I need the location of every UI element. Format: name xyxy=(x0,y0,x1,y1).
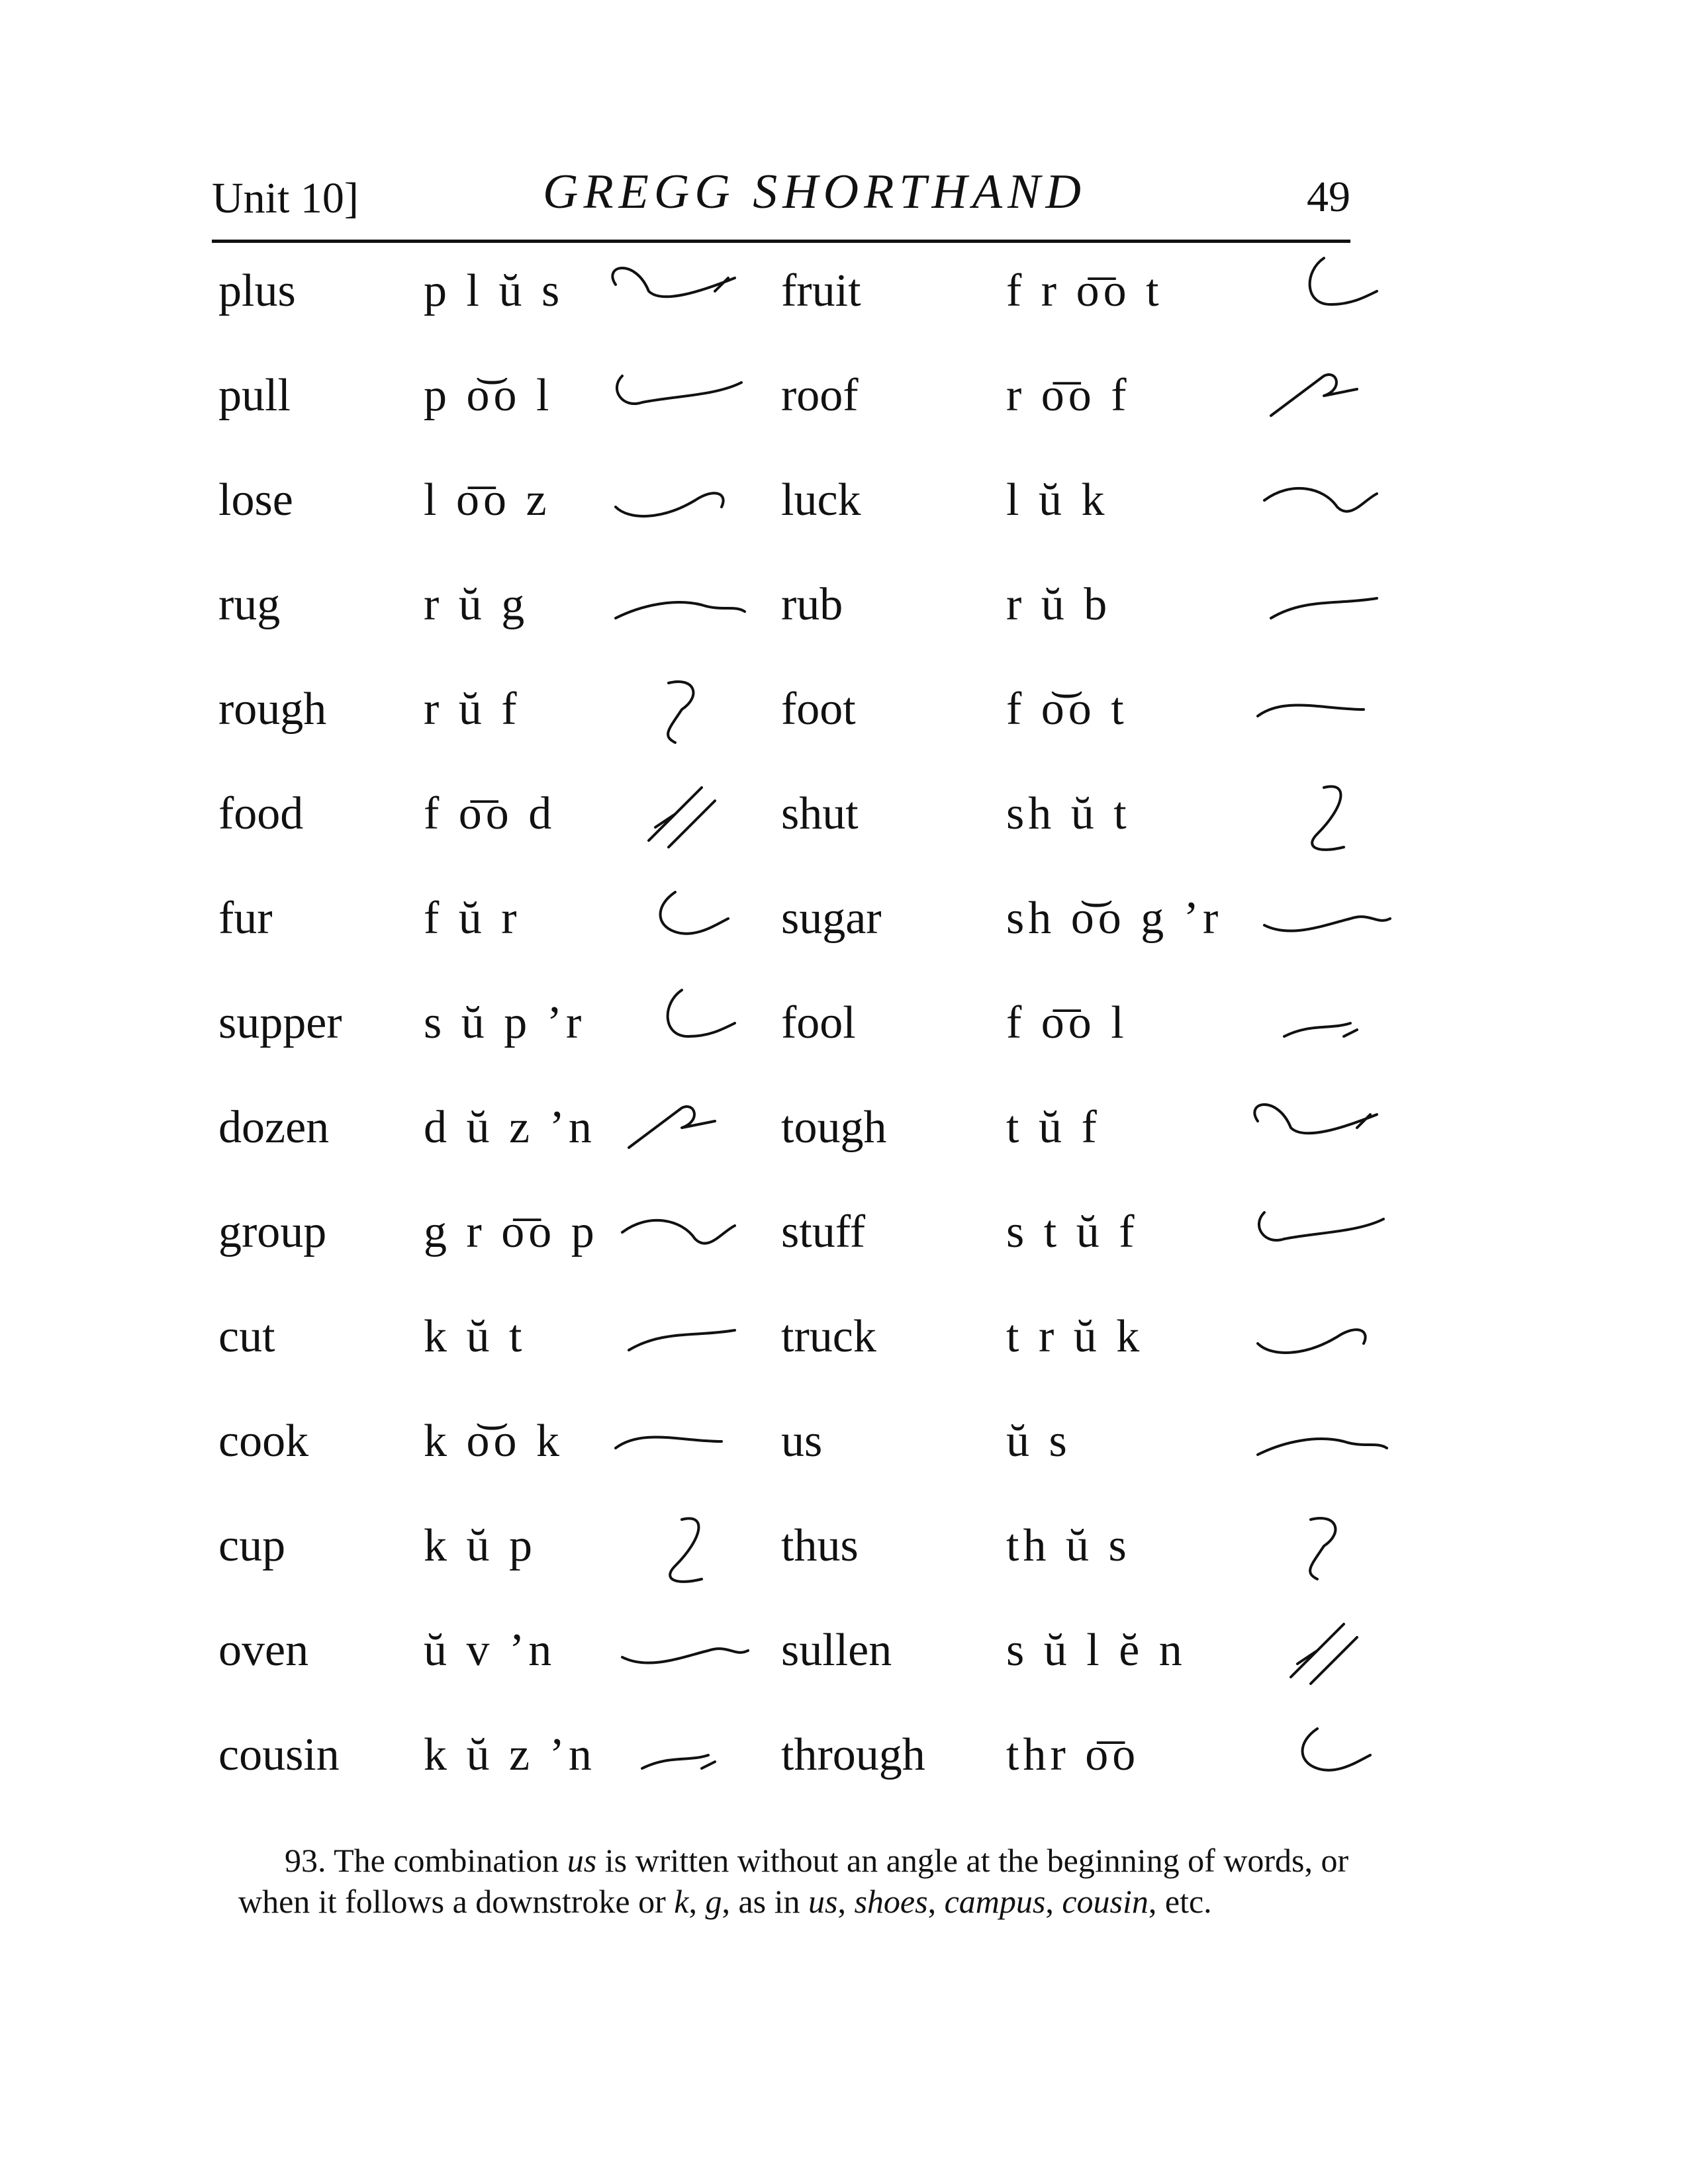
word: stuff xyxy=(781,1206,866,1257)
pronunciation: k o͝o k xyxy=(424,1416,563,1467)
pronunciation: l ŭ k xyxy=(1006,475,1109,525)
footnote-example: shoes xyxy=(854,1883,928,1920)
word: luck xyxy=(781,475,861,525)
footnote-text: , xyxy=(688,1883,706,1920)
shorthand-outline xyxy=(1244,1402,1403,1481)
word: supper xyxy=(218,997,342,1048)
word: sullen xyxy=(781,1625,892,1676)
pronunciation: t r ŭ k xyxy=(1006,1311,1144,1362)
pronunciation: g r o͞o p xyxy=(424,1206,598,1257)
footnote-text: , xyxy=(1045,1883,1062,1920)
word: fool xyxy=(781,997,856,1048)
table-row xyxy=(212,1310,1417,1416)
word: us xyxy=(781,1416,823,1467)
word: rub xyxy=(781,579,843,630)
footnote-text: is written without an angle at the beginning of words, or when it follows a downstroke or xyxy=(238,1842,1349,1920)
pronunciation: f o͞o l xyxy=(1006,997,1128,1048)
shorthand-outline xyxy=(602,1611,761,1690)
word: tough xyxy=(781,1102,887,1153)
table-row xyxy=(212,997,1417,1103)
shorthand-outline xyxy=(1244,565,1403,645)
footnote-text: , xyxy=(837,1883,855,1920)
word: rough xyxy=(218,684,327,735)
shorthand-outline xyxy=(602,251,761,331)
footnote-example: campus xyxy=(944,1883,1046,1920)
footnote xyxy=(238,1840,1377,1922)
pronunciation: r o͞o f xyxy=(1006,370,1131,421)
footnote-example: cousin xyxy=(1062,1883,1149,1920)
pronunciation: r ŭ b xyxy=(1006,579,1111,630)
footnote-text: , xyxy=(927,1883,945,1920)
footnote-example: us xyxy=(808,1883,838,1920)
shorthand-outline xyxy=(602,1193,761,1272)
word: foot xyxy=(781,684,856,735)
pronunciation: s ŭ p ’r xyxy=(424,997,586,1048)
word: fur xyxy=(218,893,273,944)
footnote-text: The combination xyxy=(334,1842,567,1879)
footnote-term: us xyxy=(567,1842,597,1879)
shorthand-outline xyxy=(1244,1506,1403,1586)
word: pull xyxy=(218,370,291,421)
shorthand-outline xyxy=(1244,1297,1403,1377)
table-row xyxy=(212,265,1417,371)
table-row xyxy=(212,1624,1417,1730)
pronunciation: k ŭ t xyxy=(424,1311,526,1362)
shorthand-outline xyxy=(602,670,761,749)
word: through xyxy=(781,1729,925,1780)
pronunciation: sh ŭ t xyxy=(1006,788,1131,839)
table-row xyxy=(212,1415,1417,1521)
pronunciation: r ŭ f xyxy=(424,684,521,735)
table-row xyxy=(212,1729,1417,1835)
shorthand-outline xyxy=(1244,461,1403,540)
pronunciation: k ŭ z ’n xyxy=(424,1729,596,1780)
pronunciation: d ŭ z ’n xyxy=(424,1102,596,1153)
pronunciation: k ŭ p xyxy=(424,1520,536,1571)
table-row xyxy=(212,474,1417,580)
word: oven xyxy=(218,1625,309,1676)
header-rule xyxy=(212,240,1350,243)
table-row xyxy=(212,788,1417,893)
pronunciation: l o͞o z xyxy=(424,475,551,525)
word: plus xyxy=(218,265,296,316)
word: shut xyxy=(781,788,859,839)
word: lose xyxy=(218,475,293,525)
table-row xyxy=(212,1101,1417,1207)
shorthand-outline xyxy=(602,983,761,1063)
shorthand-outline xyxy=(1244,1193,1403,1272)
word: sugar xyxy=(781,893,882,944)
pronunciation: s ŭ l ĕ n xyxy=(1006,1625,1186,1676)
footnote-number: 93. xyxy=(285,1842,326,1879)
pronunciation: sh o͝o g ’r xyxy=(1006,893,1223,944)
word: cook xyxy=(218,1416,309,1467)
table-row xyxy=(212,1206,1417,1312)
shorthand-outline xyxy=(602,1088,761,1167)
word: roof xyxy=(781,370,859,421)
pronunciation: th ŭ s xyxy=(1006,1520,1131,1571)
pronunciation: f o͞o d xyxy=(424,788,556,839)
word: thus xyxy=(781,1520,859,1571)
word: dozen xyxy=(218,1102,330,1153)
shorthand-outline xyxy=(602,1297,761,1377)
book-title: GREGG SHORTHAND xyxy=(543,165,1086,219)
footnote-letter-k: k xyxy=(674,1883,689,1920)
shorthand-outline xyxy=(602,1402,761,1481)
page-header xyxy=(212,158,1350,250)
word: food xyxy=(218,788,304,839)
table-row xyxy=(212,578,1417,684)
shorthand-outline xyxy=(602,774,761,854)
page-number: 49 xyxy=(1307,173,1350,221)
shorthand-outline xyxy=(602,356,761,435)
shorthand-outline xyxy=(1244,983,1403,1063)
pronunciation: f r o͞o t xyxy=(1006,265,1163,316)
word: cut xyxy=(218,1311,275,1362)
pronunciation: p o͝o l xyxy=(424,370,553,421)
shorthand-outline xyxy=(1244,251,1403,331)
word: truck xyxy=(781,1311,876,1362)
pronunciation: s t ŭ f xyxy=(1006,1206,1139,1257)
table-row xyxy=(212,683,1417,789)
pronunciation: p l ŭ s xyxy=(424,265,564,316)
word: fruit xyxy=(781,265,861,316)
table-row xyxy=(212,1520,1417,1625)
word: cousin xyxy=(218,1729,340,1780)
word: group xyxy=(218,1206,327,1257)
shorthand-outline xyxy=(602,461,761,540)
footnote-text: , as in xyxy=(722,1883,808,1920)
shorthand-outline xyxy=(1244,1715,1403,1795)
pronunciation: ŭ s xyxy=(1006,1416,1071,1467)
pronunciation: t ŭ f xyxy=(1006,1102,1101,1153)
shorthand-outline xyxy=(602,1715,761,1795)
table-row xyxy=(212,369,1417,475)
table-row xyxy=(212,892,1417,998)
word: rug xyxy=(218,579,281,630)
shorthand-outline xyxy=(602,565,761,645)
shorthand-outline xyxy=(1244,1611,1403,1690)
footnote-letter-g: g xyxy=(705,1883,722,1920)
shorthand-outline xyxy=(1244,1088,1403,1167)
shorthand-outline xyxy=(1244,356,1403,435)
pronunciation: thr o͞o xyxy=(1006,1729,1140,1780)
shorthand-outline xyxy=(1244,670,1403,749)
pronunciation: f ŭ r xyxy=(424,893,521,944)
pronunciation: ŭ v ’n xyxy=(424,1625,556,1676)
pronunciation: r ŭ g xyxy=(424,579,529,630)
footnote-text: , etc. xyxy=(1148,1883,1212,1920)
shorthand-outline xyxy=(1244,879,1403,958)
shorthand-outline xyxy=(602,879,761,958)
shorthand-outline xyxy=(1244,774,1403,854)
pronunciation: f o͝o t xyxy=(1006,684,1128,735)
word: cup xyxy=(218,1520,286,1571)
unit-label: Unit 10] xyxy=(212,174,359,222)
shorthand-outline xyxy=(602,1506,761,1586)
